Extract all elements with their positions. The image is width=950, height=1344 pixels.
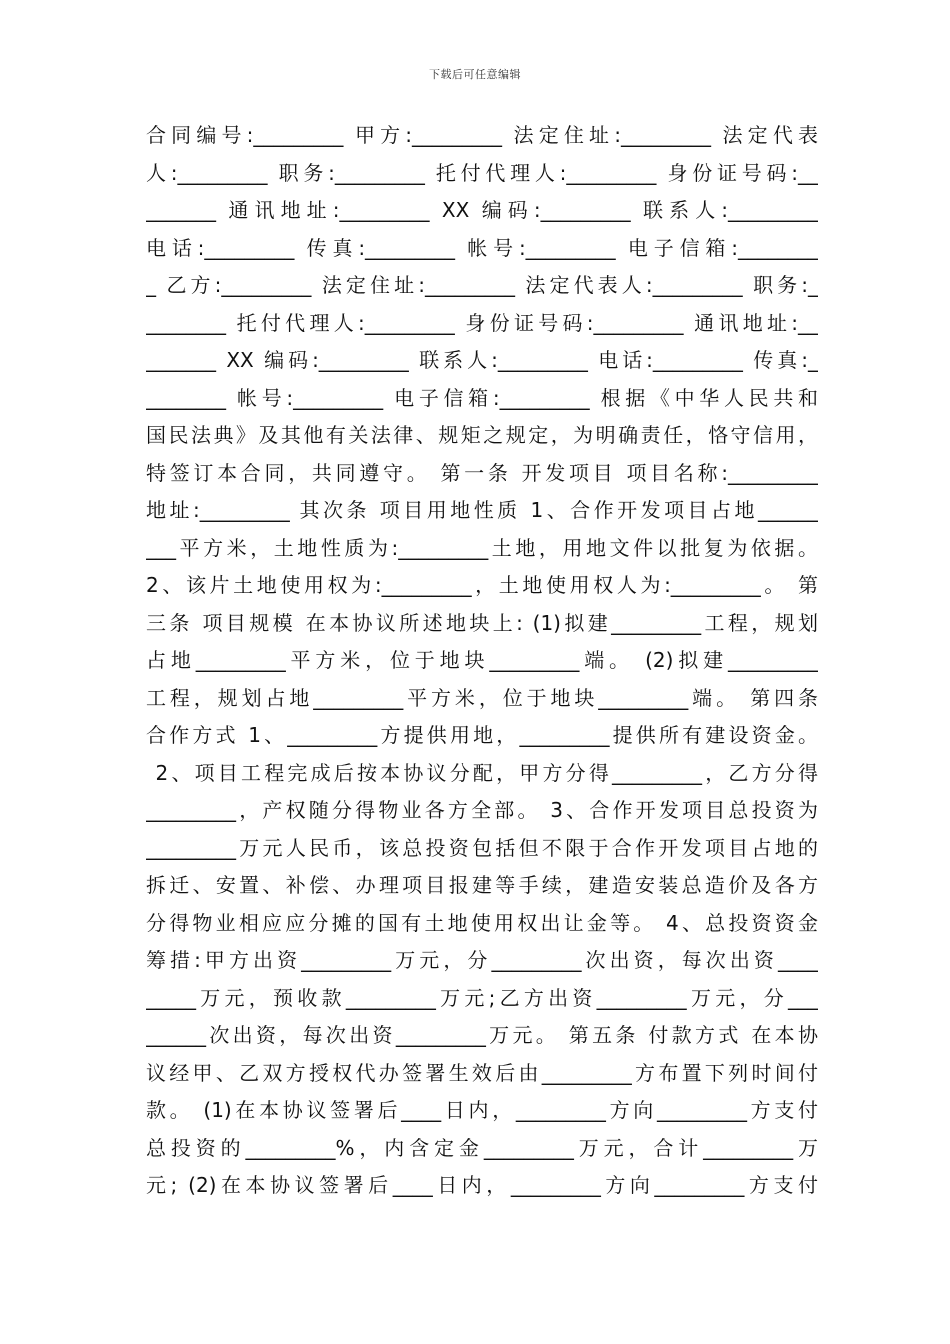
text-line: 分得物业相应应分摊的国有土地使用权出让金等。 4、总投资资金 [146, 910, 818, 935]
text-line: 三条 项目规模 在本协议所述地块上: (1)拟建_________工程，规划 [146, 610, 818, 635]
text-line: 总投资的_________%，内含定金_________万元，合计_________万 [146, 1135, 818, 1160]
text-line: ___平方米，土地性质为:_________土地，用地文件以批复为依据。 [146, 535, 818, 560]
text-line: 占地_________平方米，位于地块_________端。 (2)拟建_________ [146, 648, 818, 672]
text-line: 国民法典》及其他有关法律、规矩之规定，为明确责任，恪守信用， [146, 423, 818, 447]
text-line: _________万元人民币，该总投资包括但不限于合作开发项目占地的 [146, 835, 818, 860]
text-line: _______ XX 编码:_________ 联系人:_________ 电话:_________ 传真:_ [146, 348, 818, 372]
text-line: _ 乙方:_________ 法定住址:_________ 法定代表人:_________ 职务:_ [146, 273, 818, 297]
text-line: ______次出资，每次出资_________万元。 第五条 付款方式 在本协 [146, 1023, 818, 1047]
text-line: 拆迁、安置、补偿、办理项目报建等手续，建造安装总造价及各方 [146, 873, 818, 897]
text-line: 工程，规划占地_________平方米，位于地块_________端。 第四条 [146, 685, 818, 710]
text-line: 款。 (1)在本协议签署后____日内，_________方向_________方支付 [146, 1098, 818, 1122]
text-line: 电话:_________ 传真:_________ 帐号:_________ 电子信箱:________ [146, 235, 818, 260]
text-line: ________ 托付代理人:_________ 身份证号码:_________ 通讯地址:__ [146, 310, 818, 335]
text-line: 合同编号:_________ 甲方:_________ 法定住址:_________ 法定代表 [146, 123, 818, 147]
text-line: 议经甲、乙双方授权代办签署生效后由_________方布置下列时间付 [146, 1060, 818, 1085]
text-line: 筹措:甲方出资_________万元，分_________次出资，每次出资____ [146, 948, 818, 972]
contract-body [146, 117, 818, 1205]
page-header: 下载后可任意编辑 [429, 68, 521, 81]
text-line: 特签订本合同，共同遵守。 第一条 开发项目 项目名称:_________ [146, 460, 818, 485]
text-line: ________ 帐号:_________ 电子信箱:_________ 根据《中华人民共和 [146, 385, 818, 410]
text-line: 人:_________ 职务:_________ 托付代理人:_________ 身份证号码:__ [146, 160, 818, 185]
text-line: 地址:_________ 其次条 项目用地性质 1、合作开发项目占地______ [146, 498, 818, 522]
text-line: 2、该片土地使用权为:_________，土地使用权人为:_________。 第 [146, 573, 818, 597]
text-line: _______ 通讯地址:_________ XX 编码:_________ 联系人:_________ [146, 198, 818, 222]
text-line: 合作方式 1、_________方提供用地，_________提供所有建设资金。 [146, 723, 818, 747]
text-line: _____万元，预收款_________万元;乙方出资_________万元，分___ [146, 985, 818, 1010]
text-line: 元; (2)在本协议签署后____日内，_________方向_________方支付 [146, 1173, 818, 1197]
text-line: 2、项目工程完成后按本协议分配，甲方分得_________，乙方分得 [146, 760, 818, 785]
text-line: _________，产权随分得物业各方全部。 3、合作开发项目总投资为 [146, 798, 818, 822]
